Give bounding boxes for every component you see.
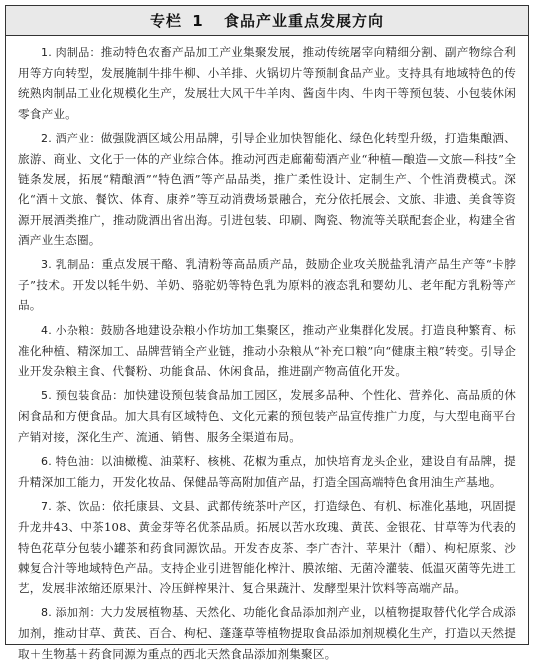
paragraph-additives [18,602,516,664]
paragraph-text: 加快建设预包装食品加工园区，发展多品种、个性化、营养化、高品质的休闲食品和方便食品。加大具有区域特色、文化元素的预包装产品宣传推广力度，与大型电商平台产销对接，深化生产、流通、销售、服务全渠道布局。 [18,388,516,444]
paragraph-text: 推动特色农畜产品加工产业集聚发展，推动传统屠宰向精细分割、副产物综合利用等方向转型，发展腌制牛排牛柳、小羊排、火锅切片等预制食品产业。支持具有地域特色的传统熟肉制品工业化规模化生产，发展壮大风干牛羊肉、酱卤牛肉、牛肉干等预包装、小包装休闲零食产业。 [18,45,516,121]
paragraph-text: 依托康县、文县、武都传统茶叶产区，打造绿色、有机、标准化基地，巩固提升龙井43、中茶108、黄金芽等名优茶品质。拓展以苦水玫瑰、黄芪、金银花、甘草等为代表的特色花草分包装小罐茶和药食同源饮品。开发杏皮茶、李广杏汁、苹果汁（醋）、枸杞原浆、沙棘复合汁等地域特色产品。支持企业引进智能化榨汁、膜浓缩、无菌冷灌装、低温灭菌等先进工艺，发展非浓缩还原果汁、冷压鲜榨果汁、复合果蔬汁、发酵型果汁饮料等高端产品。 [18,499,516,596]
paragraph-heading: 7. 茶、饮品： [41,500,113,514]
title-number: 1 [192,12,204,30]
paragraph-text: 鼓励各地建设杂粮小作坊加工集聚区，推动产业集群化发展。打造良种繁育、标准化种植、精深加工、品牌营销全产业链，推动小杂粮从“补充口粮”向“健康主粮”转变。引导企业开发杂粮主食、代餐粉、功能食品、休闲食品，推进副产物高值化开发。 [18,322,516,379]
paragraph-grains [18,320,516,382]
paragraph-oil [18,451,516,492]
paragraph-dairy [18,254,516,316]
feature-box [5,5,529,661]
paragraph-heading: 5. 预包装食品： [41,389,124,403]
title-label: 专栏 [150,12,183,30]
paragraph-tea-beverage [18,496,516,598]
paragraph-meat [18,42,516,124]
paragraph-heading: 2. 酒产业： [41,131,101,145]
paragraph-heading: 3. 乳制品： [41,258,102,272]
paragraph-text: 大力发展植物基、天然化、功能化食品添加剂产业，以植物提取替代化学合成添加剂，推动甘草、黄芪、百合、枸杞、蓬蓬草等植物提取食品添加剂规模化生产，打造以天然提取＋生物基＋药食同源为重点的西北天然食品添加剂集聚区。 [18,605,516,661]
paragraph-text: 做强陇酒区域公用品牌，引导企业加快智能化、绿色化转型升级，打造集酿酒、旅游、商业、文化于一体的产业综合体。推动河西走廊葡萄酒产业“种植—酿造—文旅—科技”全链条发展，拓展“精酿酒”“特色酒”等产品品类，推广柔性设计、定制生产、个性消费模式。深化“酒＋文旅、餐饮、体育、康养”等互动消费场景融合，充分依托展会、文旅、非遗、美食等资源开展酒类推广，推动陇酒出省出海。引进包装、印刷、陶瓷、物流等关联配套企业，构建全省酒产业生态圈。 [18,130,516,247]
paragraph-text: 重点发展干酪、乳清粉等高品质产品，鼓励企业攻关脱盐乳清产品生产等“卡脖子”技术。开发以牦牛奶、羊奶、骆驼奶等特色乳为原料的液态乳和婴幼儿、老年配方乳粉等产品。 [18,257,516,313]
box-title [150,10,384,31]
paragraph-heading: 1. 肉制品： [41,46,101,59]
title-bar [6,6,528,36]
box-body [6,36,528,664]
paragraph-text: 以油橄榄、油菜籽、核桃、花椒为重点，加快培育龙头企业，建设自有品牌，提升精深加工能力，开发化妆品、保健品等高附加值产品，打造全国高端特色食用油生产基地。 [18,453,516,490]
title-text: 食品产业重点发展方向 [223,12,384,30]
paragraph-packaged-food [18,385,516,447]
paragraph-heading: 8. 添加剂： [41,606,101,620]
paragraph-liquor [18,128,516,250]
paragraph-heading: 6. 特色油： [41,454,101,468]
paragraph-heading: 4. 小杂粮： [41,323,101,337]
